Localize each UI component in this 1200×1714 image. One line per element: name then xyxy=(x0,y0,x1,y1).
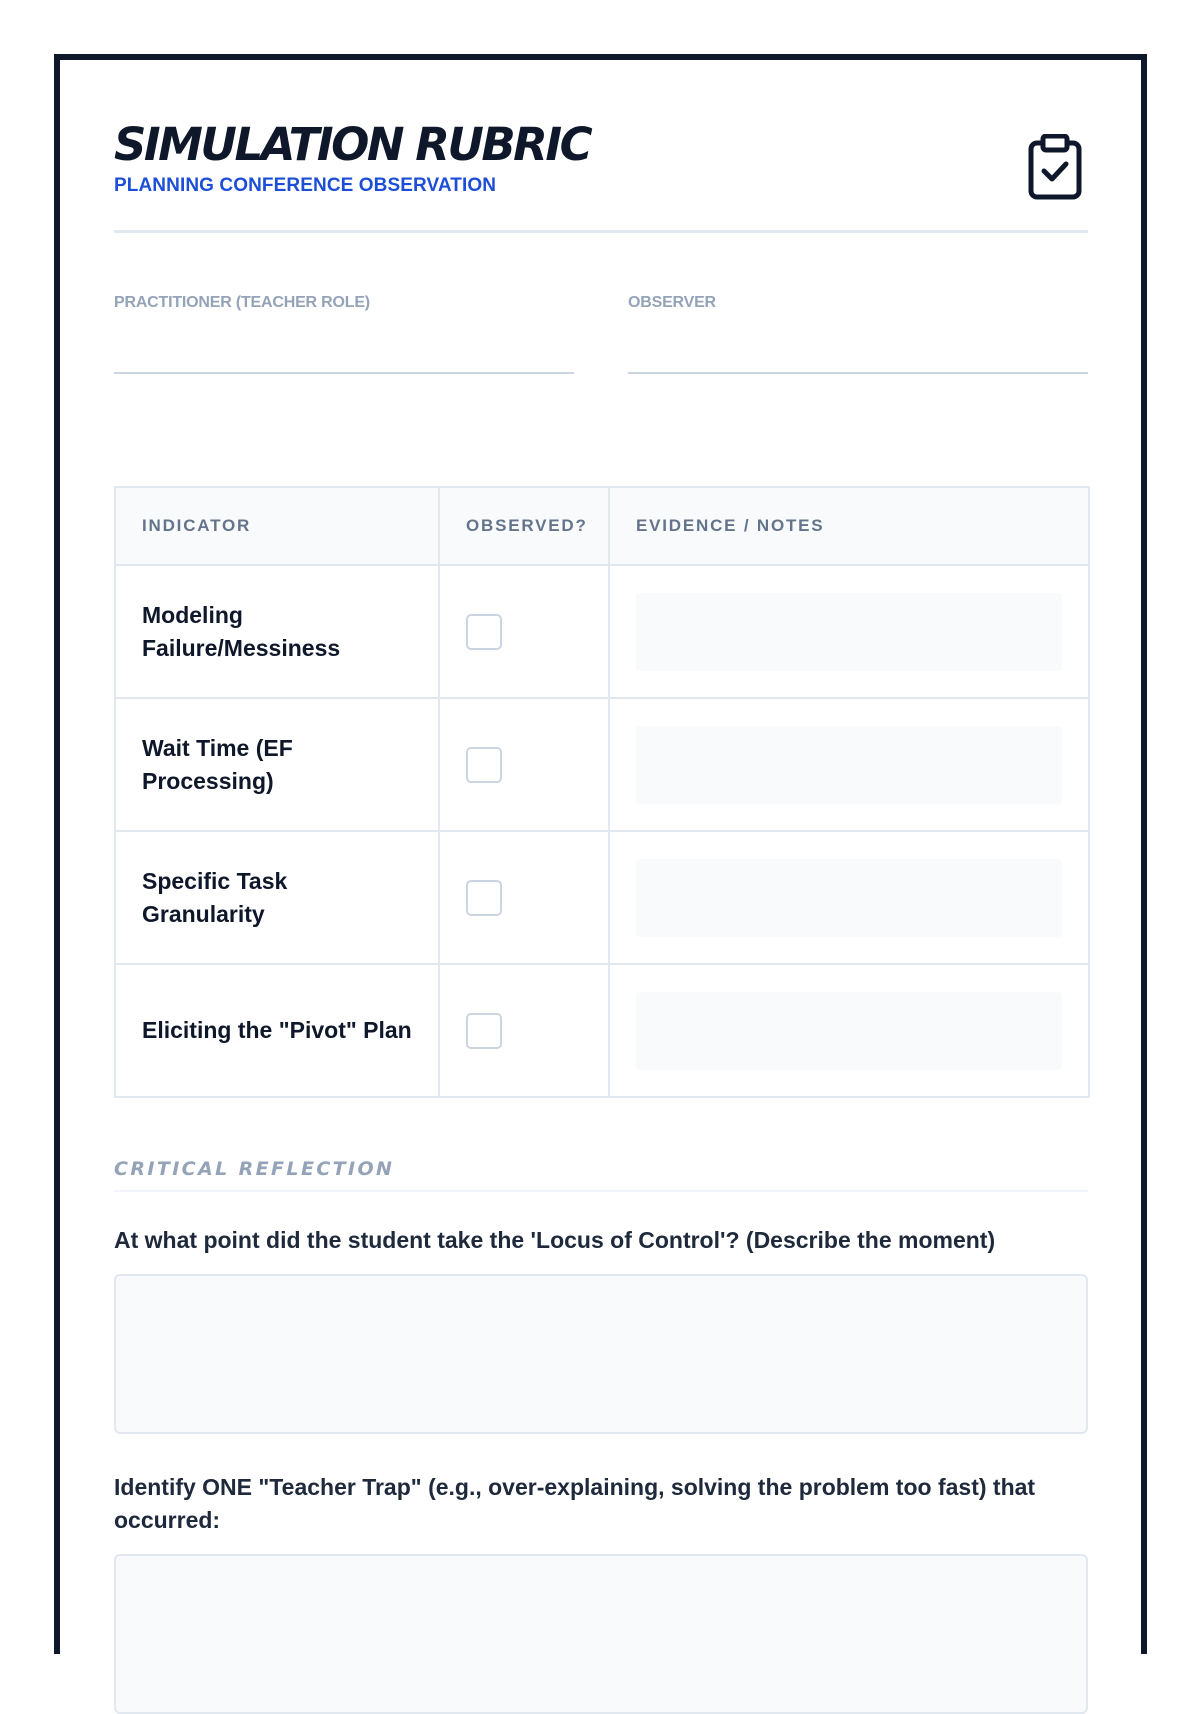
column-header-notes: EVIDENCE / NOTES xyxy=(609,487,1089,565)
participant-fields xyxy=(114,239,1088,371)
answer-teacher-trap[interactable] xyxy=(114,1554,1088,1714)
rubric-sheet xyxy=(54,54,1147,1654)
question-locus-of-control: At what point did the student take the 'Locus of Control'? (Describe the moment) xyxy=(114,1227,996,1253)
evidence-notes-field[interactable] xyxy=(636,593,1062,671)
table-row xyxy=(115,698,1089,831)
observer-label: OBSERVER xyxy=(628,294,716,311)
evidence-notes-field[interactable] xyxy=(636,859,1062,937)
practitioner-label: PRACTITIONER (TEACHER ROLE) xyxy=(114,294,370,311)
section-title-critical-reflection: CRITICAL REFLECTION xyxy=(114,1158,1088,1192)
observed-checkbox[interactable] xyxy=(466,1013,502,1049)
indicator-label: Eliciting the "Pivot" Plan xyxy=(142,1017,412,1043)
table-row xyxy=(115,831,1089,964)
practitioner-input-line[interactable] xyxy=(114,372,574,374)
observed-checkbox[interactable] xyxy=(466,880,502,916)
indicator-label: Specific Task Granularity xyxy=(142,867,288,927)
rubric-content xyxy=(114,114,1088,1533)
column-header-observed: OBSERVED? xyxy=(439,487,609,565)
indicator-label: Modeling Failure/Messiness xyxy=(142,601,341,661)
answer-locus-of-control[interactable] xyxy=(114,1274,1088,1434)
question-teacher-trap: Identify ONE "Teacher Trap" (e.g., over-explaining, solving the problem too fast) that occurred: xyxy=(114,1474,1036,1533)
page-subtitle: PLANNING CONFERENCE OBSERVATION xyxy=(114,175,497,196)
evidence-notes-field[interactable] xyxy=(636,726,1062,804)
table-header-row xyxy=(115,487,1089,565)
rubric-header xyxy=(114,114,1088,233)
column-header-indicator: INDICATOR xyxy=(115,487,439,565)
page-title: SIMULATION RUBRIC xyxy=(114,118,591,171)
observed-checkbox[interactable] xyxy=(466,614,502,650)
evidence-notes-field[interactable] xyxy=(636,992,1062,1070)
indicator-table xyxy=(114,486,1090,1098)
table-row xyxy=(115,964,1089,1097)
observer-input-line[interactable] xyxy=(628,372,1088,374)
table-row xyxy=(115,565,1089,698)
observed-checkbox[interactable] xyxy=(466,747,502,783)
clipboard-check-icon xyxy=(1028,134,1084,200)
indicator-label: Wait Time (EF Processing) xyxy=(142,734,293,794)
